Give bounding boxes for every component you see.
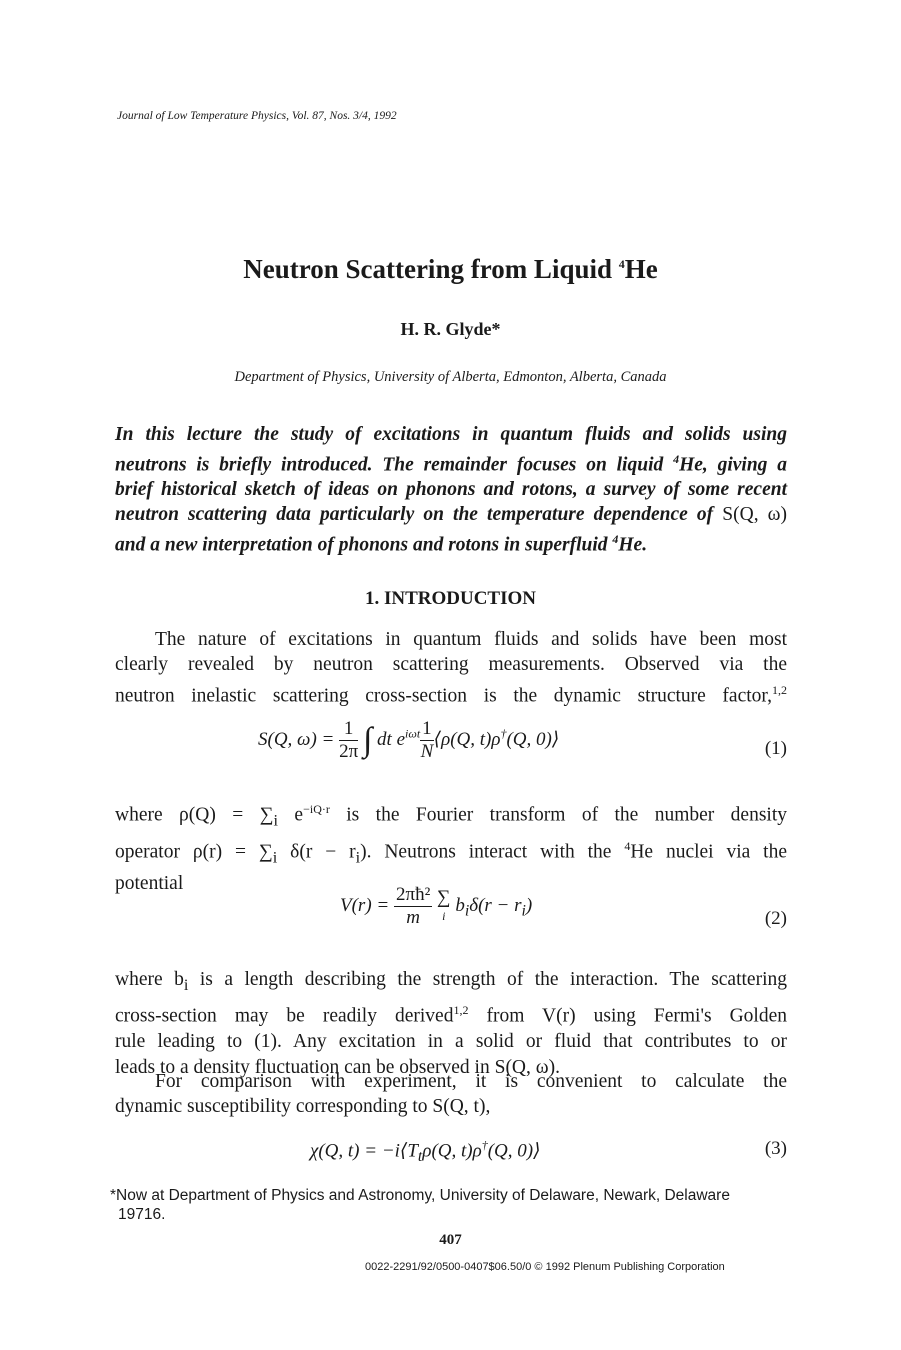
intro-paragraph-4: For comparison with experiment, it is convenient to calculate the dynamic susceptibility corresponding to S(Q, t), xyxy=(115,1071,787,1118)
intro-paragraph-1: The nature of excitations in quantum fluids and solids have been most clearly revealed by neutron scattering measurements. Observed via the neutron inelastic scattering cross-section is the dynamic structure factor,$^{1,2}$ xyxy=(115,629,787,707)
author: H. R. Glyde* xyxy=(400,319,501,339)
equation-3: χ(Q, $t) = -i⟨T_t\rho(Q$, t)ρ†(Q, 0)⟩ xyxy=(310,1138,541,1166)
footnote: *Now at Department of Physics and Astronomy, University of Delaware, Newark, Delaware 19716. xyxy=(110,1187,730,1223)
equation-2-number: (2) xyxy=(764,908,787,929)
section-heading-introduction: 1. INTRODUCTION xyxy=(364,588,537,609)
abstract: In this lecture the study of excitations in quantum fluids and solids using neutrons is briefly introduced. The remainder focuses on liquid $^4$He, giving a brief historical sketch of ideas on phonons and rotons, a survey of some recent neutron scattering data particularly on the temperature dependence of S(Q, ω) and a new interpretation of phonons and rotons in superfluid $^4$He. xyxy=(115,424,788,556)
journal-header: Journal of Low Temperature Physics, Vol. 87, Nos. 3/4, 1992 xyxy=(117,110,397,122)
equation-1-number: (1) xyxy=(764,738,787,759)
equation-3-number: (3) xyxy=(764,1138,787,1159)
equation-2: V(r) = $\frac{\text{2πħ²}}{m}$ ∑ i $b_i\delta(r - r_i)$ xyxy=(340,884,533,928)
page-number: 407 xyxy=(439,1232,462,1248)
intro-paragraph-2: where $\rho(Q) = \sum_i$ $e^{-iQ\cdot r}$ is the Fourier transform of the number density operator $\rho(r) = \sum_i$ $\delta(r - r_i)$. Neutrons interact with the $^4$He nuclei via the potential xyxy=(115,802,788,894)
copyright-line: 0022-2291/92/0500-0407$06.50/0 © 1992 Plenum Publishing Corporation xyxy=(365,1261,725,1273)
affiliation: Department of Physics, University of Alberta, Edmonton, Alberta, Canada xyxy=(234,369,667,385)
intro-paragraph-3: where $b_i$ is a length describing the strength of the interaction. The scattering cross-section may be readily derived$^{1,2}$ from V(r) using Fermi's Golden rule leading to (1). Any excitation in a solid or fluid that contributes to or leads to a density fluctuation can be observed in S(Q, ω). xyxy=(115,969,787,1078)
equation-1: S(Q, ω) = $\frac{1}{2\pi}$ ∫ dt $e^{i\omega t}$ $\frac{1}{N}$ ⟨ρ(Q, t)ρ†(Q, 0)⟩ xyxy=(258,718,560,762)
paper-title: Neutron Scattering from Liquid $^4$He xyxy=(243,254,658,284)
